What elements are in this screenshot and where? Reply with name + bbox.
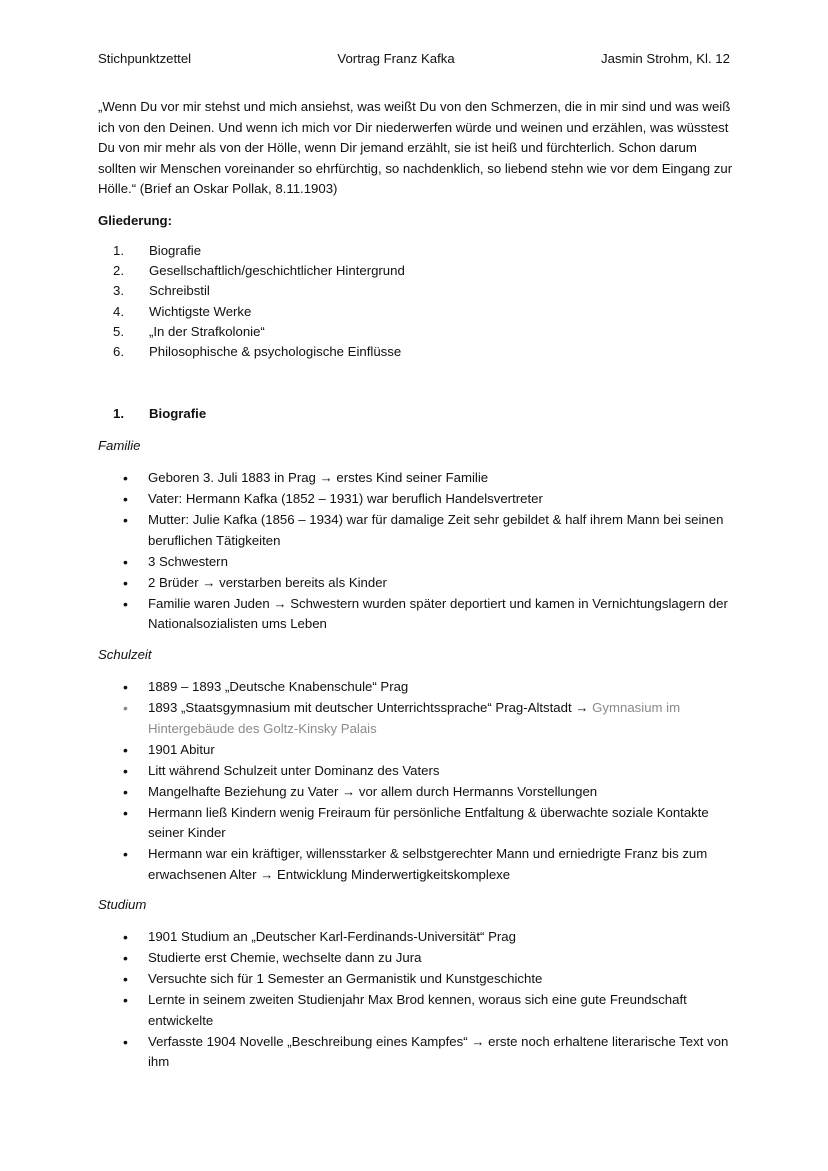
item-text: 1901 Abitur xyxy=(148,741,215,757)
header-left: Stichpunktzettel xyxy=(98,51,192,66)
outline-item xyxy=(98,261,738,281)
item-text: Studierte erst Chemie, wechselte dann zu Jura xyxy=(148,950,422,965)
bullet-icon: • xyxy=(123,783,128,800)
item-text: Mutter: Julie Kafka (1856 – 1934) war für damalige Zeit sehr gebildet & half ihrem Mann bei seinen beruflichen Tätigkeiten xyxy=(148,512,724,548)
item-text: 1889 – 1893 „Deutsche Knabenschule“ Prag xyxy=(148,679,409,694)
section-number: 1. xyxy=(113,406,124,421)
bullet-icon: • xyxy=(123,971,128,987)
familie-list xyxy=(98,468,738,635)
outline-number: 5. xyxy=(113,323,124,339)
list-item xyxy=(98,969,738,990)
bullet-icon: • xyxy=(123,992,128,1008)
list-item-text xyxy=(148,844,738,885)
list-item-text xyxy=(148,948,738,969)
bullet-icon: • xyxy=(123,929,128,945)
list-item-text xyxy=(148,927,738,948)
bullet-icon: • xyxy=(123,553,128,570)
item-text: Versuchte sich für 1 Semester an Germanistik und Kunstgeschichte xyxy=(148,971,543,986)
page-header xyxy=(98,49,730,69)
item-text: Lernte in seinem zweiten Studienjahr Max Brod kennen, woraus sich eine gute Freundschaft entwickelte xyxy=(148,992,687,1028)
list-item xyxy=(98,948,738,969)
item-text: Geboren 3. Juli 1883 in Prag → erstes Kind seiner Familie xyxy=(148,470,489,485)
item-gray-text: Gymnasium im Hintergebäude des Goltz-Kinsky Palais xyxy=(148,700,681,736)
list-item xyxy=(98,803,738,844)
outline-number: 6. xyxy=(113,344,124,360)
bullet-icon: • xyxy=(123,762,128,779)
list-item-text xyxy=(148,803,738,844)
list-item xyxy=(98,468,738,489)
list-item xyxy=(98,510,738,551)
bullet-icon: • xyxy=(123,595,128,612)
item-text: Litt während Schulzeit unter Dominanz des Vaters xyxy=(148,762,440,778)
bullet-icon: • xyxy=(123,574,128,591)
outline-item xyxy=(98,281,738,301)
bullet-icon: • xyxy=(123,512,128,528)
subheading-schulzeit: Schulzeit xyxy=(98,647,152,662)
outline-list xyxy=(98,241,738,362)
bullet-icon: • xyxy=(123,679,128,695)
list-item-text xyxy=(148,969,738,990)
outline-text: Schreibstil xyxy=(149,283,210,299)
item-text: 1901 Studium an „Deutscher Karl-Ferdinands-Universität“ Prag xyxy=(148,929,516,944)
list-item-text xyxy=(148,594,738,635)
item-text: Mangelhafte Beziehung zu Vater → vor allem durch Hermanns Vorstellungen xyxy=(148,783,598,799)
list-item xyxy=(98,740,738,761)
item-text: Familie waren Juden → Schwestern wurden später deportiert und kamen in Vernichtungslagern der Nationalsozialisten ums Leben xyxy=(148,595,728,631)
header-center: Vortrag Franz Kafka xyxy=(337,51,455,66)
schulzeit-list xyxy=(98,677,738,886)
list-item-text xyxy=(148,990,738,1031)
list-item xyxy=(98,552,738,573)
kafka-quote: „Wenn Du vor mir stehst und mich ansiehst, was weißt Du von den Schmerzen, die in mir sind und was weiß ich von den Deinen. Und wenn ich mich vor Dir niederwerfen würde und weinen und erzählen, was wüsstest Du von mir mehr als von der Hölle, wenn Dir jemand erzählt, sie ist heiß und fürchterlich. Schon darum sollten wir Menschen voreinander so ehrfürchtig, so nachdenklich, so liebend stehn wie vor dem Eingang zur Hölle.“ (Brief an Oskar Pollak, 8.11.1903) xyxy=(98,99,733,196)
item-text: Hermann war ein kräftiger, willensstarker & selbstgerechter Mann und erniedrigte Franz bis zum erwachsenen Alter → Entwicklung Minderwertigkeitskomplexe xyxy=(148,846,708,882)
list-item-text xyxy=(148,677,738,698)
item-text: Vater: Hermann Kafka (1852 – 1931) war beruflich Handelsvertreter xyxy=(148,491,543,506)
outline-title: Gliederung: xyxy=(98,213,172,228)
studium-list xyxy=(98,927,738,1073)
outline-item xyxy=(98,322,738,342)
bullet-icon: • xyxy=(123,741,128,758)
list-item xyxy=(98,761,738,782)
list-item xyxy=(98,594,738,635)
list-item-text xyxy=(148,1032,738,1073)
list-item-text xyxy=(148,782,738,803)
item-text: 3 Schwestern xyxy=(148,553,228,569)
outline-text: „In der Strafkolonie“ xyxy=(149,323,265,339)
bullet-icon: • xyxy=(123,846,128,862)
list-item xyxy=(98,844,738,885)
list-item-text xyxy=(148,489,738,510)
outline-number: 3. xyxy=(113,283,124,299)
subheading-familie: Familie xyxy=(98,438,141,453)
outline-text: Biografie xyxy=(149,243,202,258)
list-item-text xyxy=(148,761,738,782)
list-item-text xyxy=(148,552,738,573)
outline-text: Wichtigste Werke xyxy=(149,303,252,319)
section-title: Biografie xyxy=(149,406,207,421)
list-item-text xyxy=(148,573,738,594)
bullet-icon: • xyxy=(123,491,128,507)
list-item xyxy=(98,782,738,803)
list-item xyxy=(98,573,738,594)
outline-item xyxy=(98,241,738,261)
outline-text: Gesellschaftlich/geschichtlicher Hintergrund xyxy=(149,263,405,279)
list-item xyxy=(98,1032,738,1073)
bullet-icon: • xyxy=(123,1033,128,1050)
bullet-icon: • xyxy=(123,470,128,486)
section-heading xyxy=(98,404,738,425)
bullet-icon: • xyxy=(123,950,128,966)
outline-number: 2. xyxy=(113,263,124,279)
subheading-studium: Studium xyxy=(98,897,147,912)
list-item-text xyxy=(148,740,738,761)
outline-number: 4. xyxy=(113,303,124,319)
header-right: Jasmin Strohm, Kl. 12 xyxy=(600,51,730,66)
list-item xyxy=(98,990,738,1031)
list-item xyxy=(98,489,738,510)
item-text: 2 Brüder → verstarben bereits als Kinder xyxy=(148,574,387,590)
item-text: 1893 „Staatsgymnasium mit deutscher Unterrichtssprache“ Prag-Altstadt → xyxy=(148,700,593,715)
bullet-icon: • xyxy=(123,700,128,716)
bullet-icon: • xyxy=(123,804,128,821)
list-item-text xyxy=(148,698,738,739)
list-item-text xyxy=(148,468,738,489)
outline-item xyxy=(98,302,738,322)
outline-item xyxy=(98,342,738,362)
outline-number: 1. xyxy=(113,243,124,258)
list-item xyxy=(98,927,738,948)
outline-text: Philosophische & psychologische Einflüsse xyxy=(149,344,402,360)
list-item xyxy=(98,698,738,739)
item-text: Hermann ließ Kindern wenig Freiraum für persönliche Entfaltung & überwachte soziale Kontakte seiner Kinder xyxy=(148,804,709,840)
item-text: Verfasste 1904 Novelle „Beschreibung eines Kampfes“ → erste noch erhaltene literarische Text von ihm xyxy=(148,1033,729,1069)
list-item xyxy=(98,677,738,698)
list-item-text xyxy=(148,510,738,551)
